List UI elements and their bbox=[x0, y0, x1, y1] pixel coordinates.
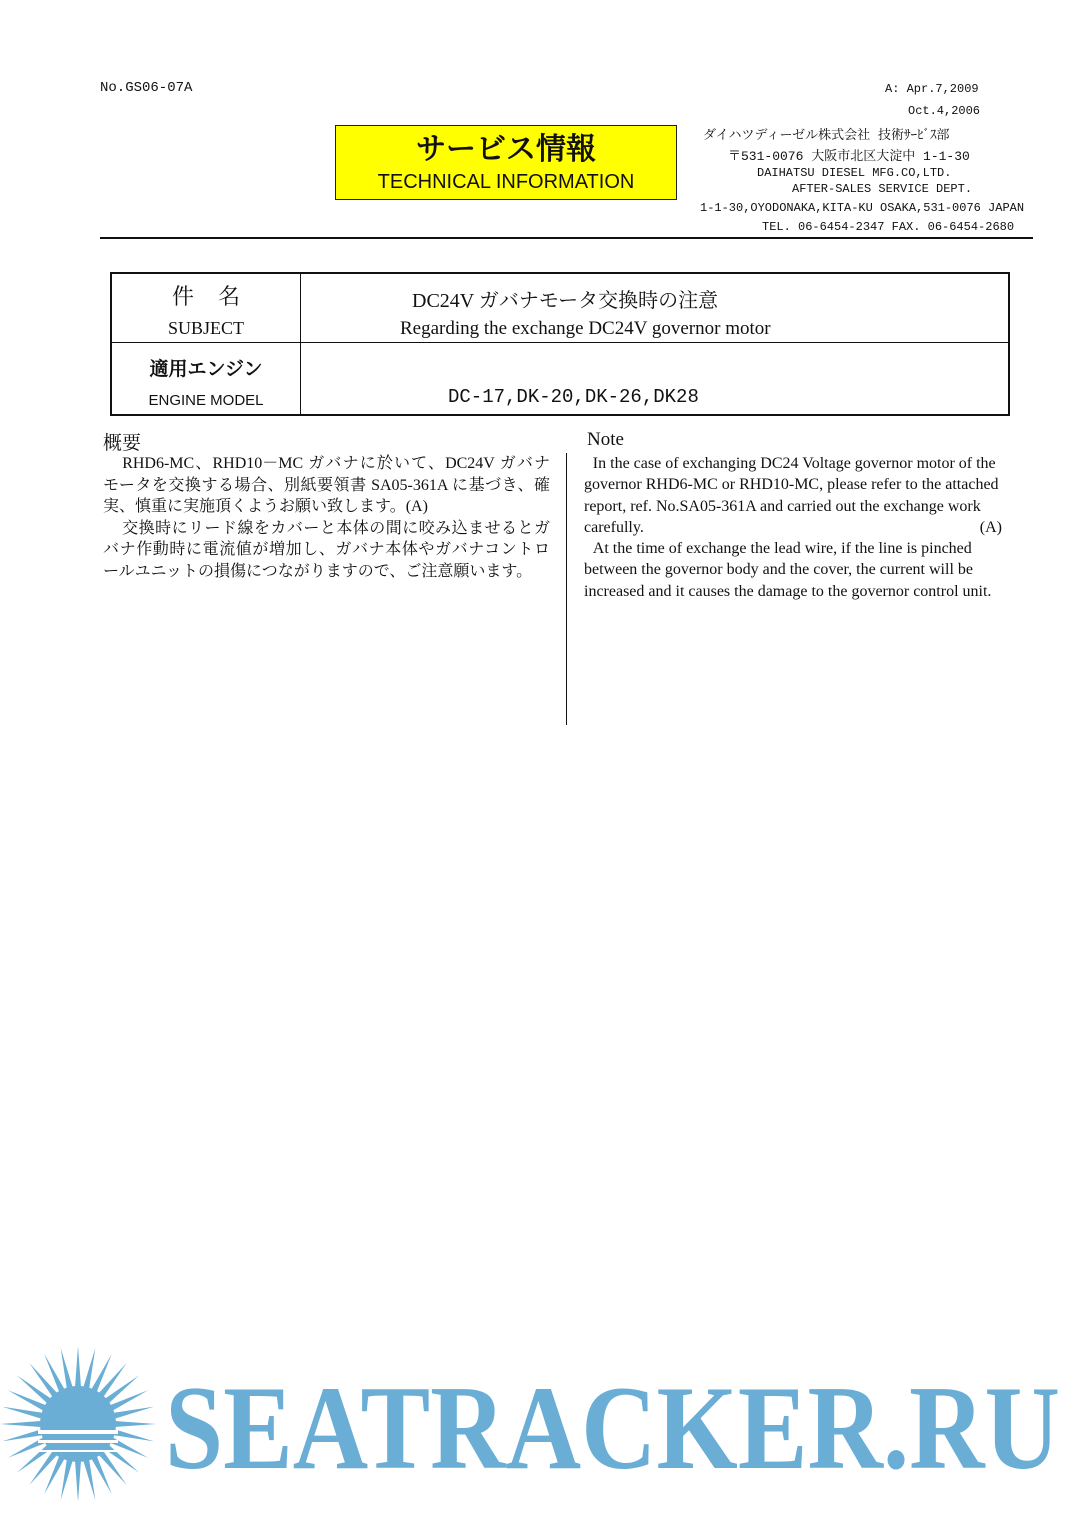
company-name-japanese: ダイハツディーゼル株式会社 技術ｻｰﾋﾞｽ部 bbox=[703, 128, 950, 143]
subject-value-japanese: DC24V ガバナモータ交換時の注意 bbox=[412, 290, 719, 312]
title-english: TECHNICAL INFORMATION bbox=[377, 171, 635, 193]
title-japanese: サービス情報 bbox=[416, 133, 596, 166]
note-heading: Note bbox=[587, 429, 624, 450]
table-column-divider bbox=[300, 274, 301, 414]
watermark bbox=[0, 1340, 1080, 1500]
company-name-english: DAIHATSU DIESEL MFG.CO,LTD. bbox=[757, 166, 952, 180]
header-divider bbox=[100, 237, 1033, 239]
engine-model-label-english: ENGINE MODEL bbox=[148, 392, 264, 409]
document-number: No.GS06-07A bbox=[100, 80, 193, 96]
note-paragraph: At the time of exchange the lead wire, if the line is pinched between the governor body and the cover, the current will be increased and it causes the damage to the governor control unit. bbox=[584, 540, 992, 600]
note-body bbox=[584, 453, 1014, 602]
engine-model-value: DC-17,DK-20,DK-26,DK28 bbox=[448, 386, 699, 408]
watermark-text: SEATRACKER.RU bbox=[165, 1361, 1060, 1494]
summary-heading: 概要 bbox=[103, 433, 142, 454]
postal-address-japanese: 〒531-0076 大阪市北区大淀中 1-1-30 bbox=[728, 149, 970, 164]
sun-icon bbox=[0, 1346, 156, 1500]
subject-table bbox=[110, 272, 1010, 416]
revision-date: A: Apr.7,2009 bbox=[885, 82, 979, 96]
department-name: AFTER-SALES SERVICE DEPT. bbox=[792, 182, 973, 196]
phone-fax: TEL. 06-6454-2347 FAX. 06-6454-2680 bbox=[762, 220, 1015, 234]
subject-value-english: Regarding the exchange DC24V governor motor bbox=[400, 318, 771, 339]
subject-label-japanese: 件名 bbox=[171, 284, 264, 309]
issue-date: Oct.4,2006 bbox=[908, 104, 981, 118]
street-address-english: 1-1-30,OYODONAKA,KITA-KU OSAKA,531-0076 JAPAN bbox=[700, 201, 1025, 215]
summary-paragraph: RHD6-MC、RHD10－MC ガバナに於いて、DC24V ガバナモータを交換する場合、別紙要領書 SA05-361A に基づき、確実、慎重に実施頂くようお願い致します。(A) bbox=[103, 455, 550, 515]
subject-label-english: SUBJECT bbox=[167, 318, 245, 338]
summary-body bbox=[103, 453, 550, 582]
engine-model-label-japanese: 適用エンジン bbox=[149, 359, 263, 380]
table-row-divider bbox=[112, 342, 1008, 343]
note-paragraph bbox=[584, 453, 1014, 538]
summary-paragraph: 交換時にリード線をカバーと本体の間に咬み込ませるとガバナ作動時に電流値が増加し、ガバナ本体やガバナコントロールユニットの損傷につながりますので、ご注意願います。 bbox=[103, 519, 550, 580]
revision-marker: (A) bbox=[979, 518, 1002, 536]
title-box bbox=[335, 125, 677, 200]
column-divider bbox=[566, 453, 567, 725]
note-paragraph-text: In the case of exchanging DC24 Voltage governor motor of the governor RHD6-MC or RHD10-MC, please refer to the attached report, ref. No.SA05-361A and carried out the exchange work carefully. bbox=[584, 455, 999, 536]
